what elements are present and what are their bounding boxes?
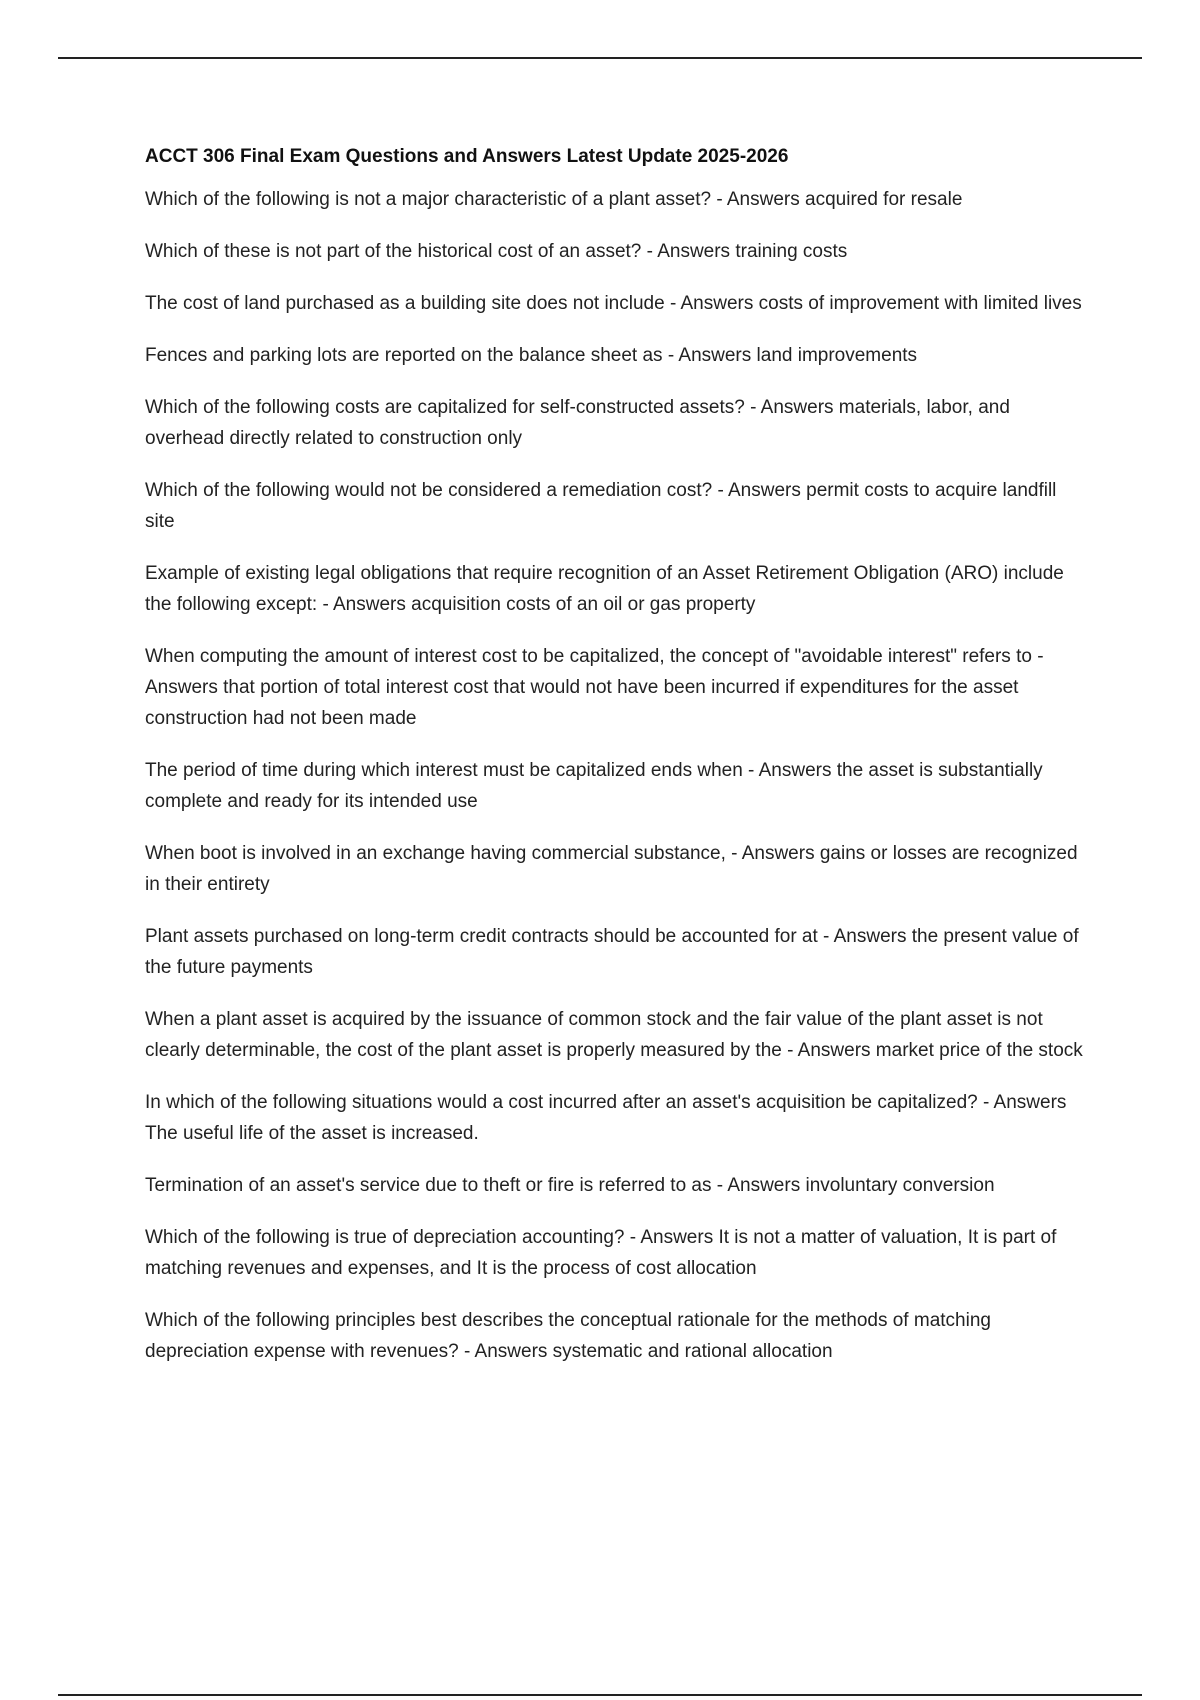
qa-item: Which of the following is true of depreciation accounting? - Answers It is not a matter of valuation, It is part of matching revenues and expenses, and It is the process of cost allocation (145, 1227, 1057, 1279)
qa-item: The cost of land purchased as a building site does not include - Answers costs of improvement with limited lives (145, 293, 1082, 314)
qa-item: When computing the amount of interest cost to be capitalized, the concept of "avoidable interest" refers to - Answers that portion of total interest cost that would not have been incurred if expenditures for the asset construction had not been made (145, 646, 1044, 729)
qa-item: Plant assets purchased on long-term credit contracts should be accounted for at - Answers the present value of the future payments (145, 926, 1079, 978)
bottom-rule (58, 1694, 1142, 1696)
qa-item: In which of the following situations would a cost incurred after an asset's acquisition be capitalized? - Answers The useful life of the asset is increased. (145, 1092, 1067, 1144)
document-body (145, 142, 1085, 1388)
qa-item: The period of time during which interest must be capitalized ends when - Answers the asset is substantially complete and ready for its intended use (145, 760, 1043, 812)
document-title: ACCT 306 Final Exam Questions and Answers Latest Update 2025-2026 (145, 146, 789, 167)
qa-item: Which of the following principles best describes the conceptual rationale for the methods of matching depreciation expense with revenues? - Answers systematic and rational allocation (145, 1310, 991, 1362)
qa-item: Which of the following would not be considered a remediation cost? - Answers permit costs to acquire landfill site (145, 480, 1057, 532)
qa-item: Which of the following is not a major characteristic of a plant asset? - Answers acquired for resale (145, 189, 963, 210)
qa-item: Which of the following costs are capitalized for self-constructed assets? - Answers materials, labor, and overhead directly related to construction only (145, 397, 1010, 449)
qa-item: When a plant asset is acquired by the issuance of common stock and the fair value of the plant asset is not clearly determinable, the cost of the plant asset is properly measured by the - Answers market price of the stock (145, 1009, 1083, 1061)
qa-item: Termination of an asset's service due to theft or fire is referred to as - Answers involuntary conversion (145, 1175, 995, 1196)
qa-item: Which of these is not part of the historical cost of an asset? - Answers training costs (145, 241, 848, 262)
qa-item: Fences and parking lots are reported on the balance sheet as - Answers land improvements (145, 345, 918, 366)
qa-item: When boot is involved in an exchange having commercial substance, - Answers gains or losses are recognized in their entirety (145, 843, 1078, 895)
qa-item: Example of existing legal obligations that require recognition of an Asset Retirement Obligation (ARO) include the following except: - Answers acquisition costs of an oil or gas property (145, 563, 1064, 615)
top-rule (58, 57, 1142, 59)
